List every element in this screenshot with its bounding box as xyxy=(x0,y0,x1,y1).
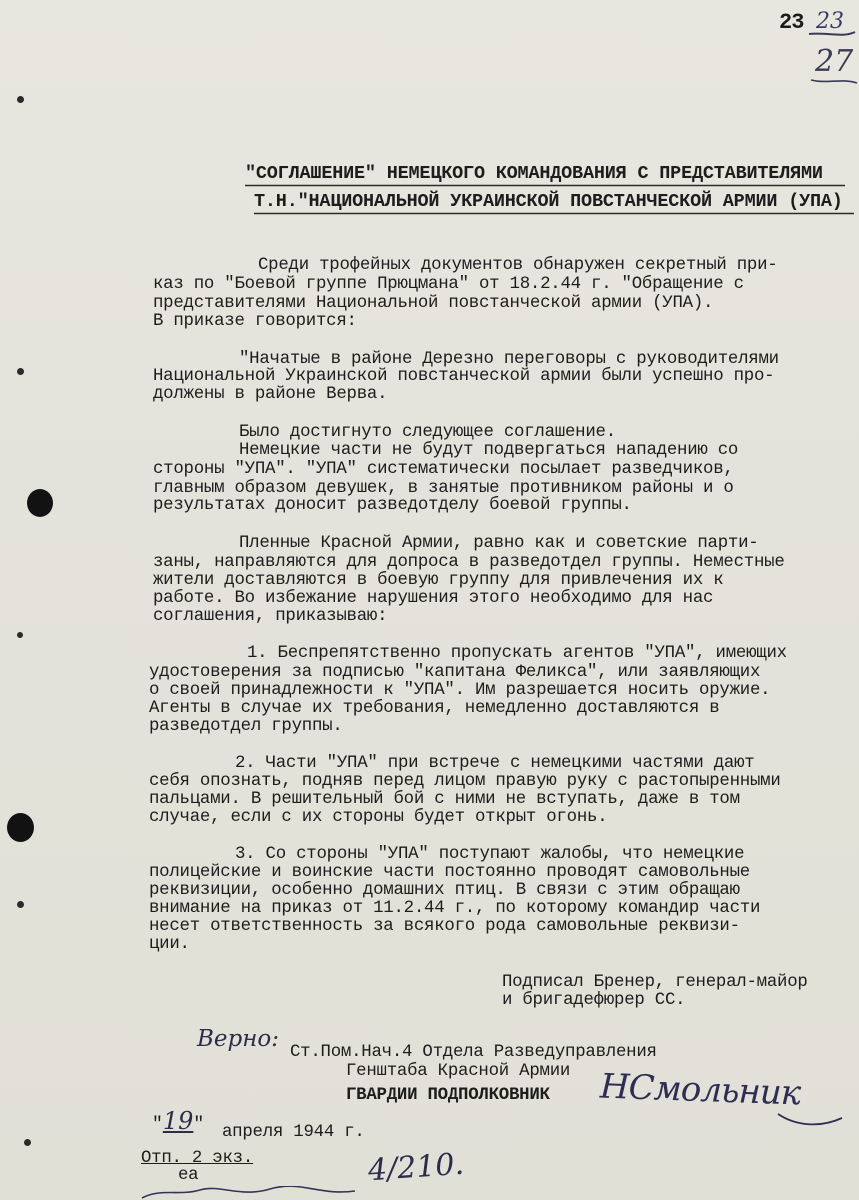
body-line: Пленные Красной Армии, равно как и советские парти- xyxy=(239,534,759,553)
copies-sub: еа xyxy=(178,1166,199,1185)
body-line: Среди трофейных документов обнаружен секретный при- xyxy=(258,256,778,275)
certification-line-3: ГВАРДИИ ПОДПОЛКОВНИК xyxy=(346,1086,550,1105)
signature-flourish-icon xyxy=(776,1108,846,1130)
body-line: каз по "Боевой группе Прюцмана" от 18.2.44 г. "Обращение с xyxy=(153,275,744,294)
title-line-2: Т.Н."НАЦИОНАЛЬНОЙ УКРАИНСКОЙ ПОВСТАНЧЕСКОЙ АРМИИ (УПА) xyxy=(254,191,843,212)
cut-off-handwriting-icon xyxy=(140,1186,360,1200)
body-line: должены в районе Верва. xyxy=(153,385,388,404)
body-line: пальцами. В решительный бой с ними не вступать, даже в том xyxy=(149,790,740,809)
page-number-stroke-icon xyxy=(803,28,859,88)
body-line: заны, направляются для допроса в разведотдел группы. Неместные xyxy=(153,553,785,572)
body-line: разведотдел группы. xyxy=(149,717,343,736)
body-line: 1. Беспрепятственно пропускать агентов "УПА", имеющих xyxy=(247,644,787,663)
body-line: результатах доносит разведотделу боевой группы. xyxy=(153,496,632,515)
body-line: внимание на приказ от 11.2.44 г., по которому командир части xyxy=(149,899,761,918)
body-line: реквизиции, особенно домашних птиц. В связи с этим обращаю xyxy=(149,881,740,900)
body-line: ции. xyxy=(149,935,190,954)
body-line: несет ответственность за всякого рода самовольные реквизи- xyxy=(149,917,740,936)
margin-speck xyxy=(17,632,23,638)
body-line: случае, если с их стороны будет открыт огонь. xyxy=(149,808,608,827)
date-open-quote: " xyxy=(152,1115,163,1135)
page-number-circled: 27 xyxy=(815,44,854,79)
margin-speck xyxy=(17,901,24,908)
body-line: жители доставляются в боевую группу для привлечения их к xyxy=(153,571,724,590)
body-line: полицейские и воинские части постоянно проводят самовольные xyxy=(149,863,750,882)
punch-hole-lower xyxy=(7,813,34,842)
date-line xyxy=(152,1107,204,1135)
body-line: себя опознать, подняв перед лицом правую руку с растопыренными xyxy=(149,772,781,791)
punch-hole-upper xyxy=(27,489,53,517)
body-line: 2. Части "УПА" при встрече с немецкими частями дают xyxy=(235,754,755,773)
signature-line-2: и бригадефюрер СС. xyxy=(502,991,686,1010)
page-number-handwritten: 23 xyxy=(816,9,844,34)
margin-speck xyxy=(17,368,24,375)
body-line: работе. Во избежание нарушения этого необходимо для нас xyxy=(153,589,714,608)
outgoing-number: 4/210. xyxy=(366,1146,466,1189)
body-line: о своей принадлежности к "УПА". Им разрешается носить оружие. xyxy=(149,681,771,700)
body-line: стороны "УПА". "УПА" систематически посылает разведчиков, xyxy=(153,460,734,479)
body-line: представителями Национальной повстанческой армии (УПА). xyxy=(153,294,714,313)
body-line: В приказе говорится: xyxy=(153,312,357,331)
body-line: главным образом девушек, в занятые противником районы и о xyxy=(153,479,734,498)
body-line: "Начатые в районе Дерезно переговоры с руководителями xyxy=(239,350,779,369)
title-underline xyxy=(254,212,859,215)
page-number-typed: 23 xyxy=(779,10,804,35)
body-line: Национальной Украинской повстанческой армии были успешно про- xyxy=(153,367,775,386)
copies-line: Отп. 2 экз. xyxy=(141,1149,254,1168)
margin-speck xyxy=(17,96,24,103)
handwritten-signature: НСмольник xyxy=(599,1066,801,1114)
body-line: Было достигнуто следующее соглашение. xyxy=(239,423,616,442)
body-line: Немецкие части не будут подвергаться нападению со xyxy=(239,441,739,460)
certification-line-1: Ст.Пом.Нач.4 Отдела Разведуправления xyxy=(290,1043,657,1062)
date-day: 19 xyxy=(162,1107,194,1135)
body-line: Агенты в случае их требования, немедленно доставляются в xyxy=(149,699,720,718)
margin-speck xyxy=(24,1139,31,1146)
date-close-quote: " xyxy=(193,1115,205,1135)
signature-line-1: Подписал Бренер, генерал-майор xyxy=(502,973,808,992)
verno-handwritten: Верно: xyxy=(197,1026,279,1052)
title-underline xyxy=(245,184,850,187)
certification-line-2: Генштаба Красной Армии xyxy=(346,1062,571,1081)
title-line-1: "СОГЛАШЕНИЕ" НЕМЕЦКОГО КОМАНДОВАНИЯ С ПРЕДСТАВИТЕЛЯМИ xyxy=(245,163,823,184)
body-line: удостоверения за подписью "капитана Феликса", или заявляющих xyxy=(149,663,761,682)
body-line: соглашения, приказываю: xyxy=(153,607,388,626)
date-rest: апреля 1944 г. xyxy=(222,1123,365,1142)
body-line: 3. Со стороны "УПА" поступают жалобы, что немецкие xyxy=(235,845,745,864)
